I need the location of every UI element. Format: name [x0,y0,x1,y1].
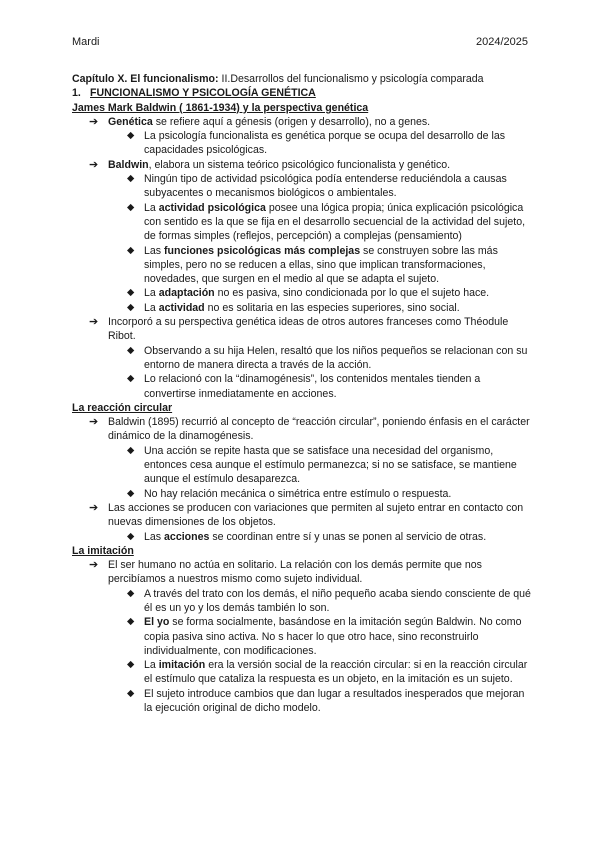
list-item: ◆ La psicología funcionalista es genética porque se ocupa del desarrollo de las capacidades psicológicas. [127,130,506,157]
section-heading: 1. FUNCIONALISMO Y PSICOLOGÍA GENÉTICA [72,87,316,100]
diamond-icon: ◆ [127,344,135,356]
list-item: ◆ El sujeto introduce cambios que dan lugar a resultados inesperados que mejoran la ejecución original de dicho modelo. [127,687,525,715]
arrow-icon: ➔ [89,115,99,128]
list-item: ➔ El ser humano no actúa en solitario. La relación con los demás permite que nos percibíamos a nuestros mismo como sujeto individual. [89,559,482,586]
list-item: ➔ Baldwin (1895) recurrió al concepto de “reacción circular”, poniendo énfasis en el carácter dinámico de la dinamogénesis. [89,416,530,443]
diamond-icon: ◆ [127,301,135,313]
diamond-icon: ◆ [127,530,135,542]
header-left: Mardi [72,36,100,48]
subsection-title-baldwin: James Mark Baldwin ( 1861-1934) y la perspectiva genética [72,101,369,114]
list-item: ◆ Las funciones psicológicas más complejas se construyen sobre las más simples, pero no se reducen a ellas, sino que implican transformaciones, novedades, que surgen en el medio al que se adapta el sujeto. [127,244,498,286]
list-item: ◆ No hay relación mecánica o simétrica entre estímulo o respuesta. [127,487,452,500]
arrow-icon: ➔ [89,501,99,514]
list-item: ➔ Baldwin, elabora un sistema teórico psicológico funcionalista y genético. [89,158,451,171]
diamond-icon: ◆ [127,244,135,256]
subsection-title-imitacion: La imitación [72,544,134,557]
arrow-icon: ➔ [89,158,99,171]
diamond-icon: ◆ [127,444,135,456]
list-item: ◆ Las acciones se coordinan entre sí y unas se ponen al servicio de otras. [127,530,487,543]
document-body [72,72,532,715]
list-item: ◆ A través del trato con los demás, el niño pequeño acaba siendo consciente de qué él es un yo y los demás también lo son. [127,587,531,614]
chapter-title: Capítulo X. El funcionalismo: II.Desarrollos del funcionalismo y psicología comparada [72,73,484,85]
diamond-icon: ◆ [127,587,135,599]
diamond-icon: ◆ [127,130,135,142]
list-item: ➔ Genética se refiere aquí a génesis (origen y desarrollo), no a genes. [89,115,431,128]
bullet-list-reaccion-circular [72,415,532,544]
diamond-icon: ◆ [127,173,135,185]
arrow-icon: ➔ [89,559,99,572]
diamond-icon: ◆ [127,373,135,385]
diamond-icon: ◆ [127,287,135,299]
list-item: ◆ Una acción se repite hasta que se satisface una necesidad del organismo, entonces cesa aunque el estímulo permanezca; si no se satisface, se mantiene aunque el estímulo desaparezca. [127,444,517,486]
diamond-icon: ◆ [127,687,135,699]
list-item: ◆ La adaptación no es pasiva, sino condicionada por lo que el sujeto hace. [127,287,490,300]
diamond-icon: ◆ [127,201,135,213]
diamond-icon: ◆ [127,487,135,499]
arrow-icon: ➔ [89,316,99,329]
list-item: ➔ Incorporó a su perspectiva genética ideas de otros autores franceses como Théodule Ribot. [89,316,509,343]
list-item: ◆ Ningún tipo de actividad psicológica podía entenderse reduciéndola a causas subyacentes o mecanismos biológicos o ambientales. [127,173,507,200]
diamond-icon: ◆ [127,616,135,628]
list-item: ◆ La actividad psicológica posee una lógica propia; única explicación psicológica con sentido es la que se fija en el desarrollo secuencial de la actividad del sujeto, de formas simples (reflejos, percepción) a complejas (pensamiento) [127,201,526,243]
list-item: ◆ La actividad no es solitaria en las especies superiores, sino social. [127,301,460,314]
bullet-list-baldwin [72,115,532,401]
list-item: ◆ Lo relacionó con la “dinamogénesis”, los contenidos mentales tienden a convertirse inmediatamente en acciones. [127,373,481,400]
list-item: ➔ Las acciones se producen con variaciones que permiten al sujeto entrar en contacto con nuevas dimensiones de los objetos. [89,501,524,529]
arrow-icon: ➔ [89,416,99,429]
diamond-icon: ◆ [127,659,135,671]
header-right: 2024/2025 [476,36,528,48]
list-item: ◆ Observando a su hija Helen, resaltó que los niños pequeños se relacionan con su entorno de manera directa a través de la acción. [127,344,528,371]
list-item: ◆ La imitación era la versión social de la reacción circular: si en la reacción circular el estímulo que cataliza la respuesta es un objeto, en la imitación es un sujeto. [127,659,528,686]
bullet-list-imitacion [72,558,532,715]
list-item: ◆ El yo se forma socialmente, basándose en la imitación según Baldwin. No como copia pasiva sino activa. No s hacer lo que otro hace, sino reconstruirlo individualmente, con modificaciones. [127,616,522,657]
subsection-title-reaccion-circular: La reacción circular [72,401,173,414]
